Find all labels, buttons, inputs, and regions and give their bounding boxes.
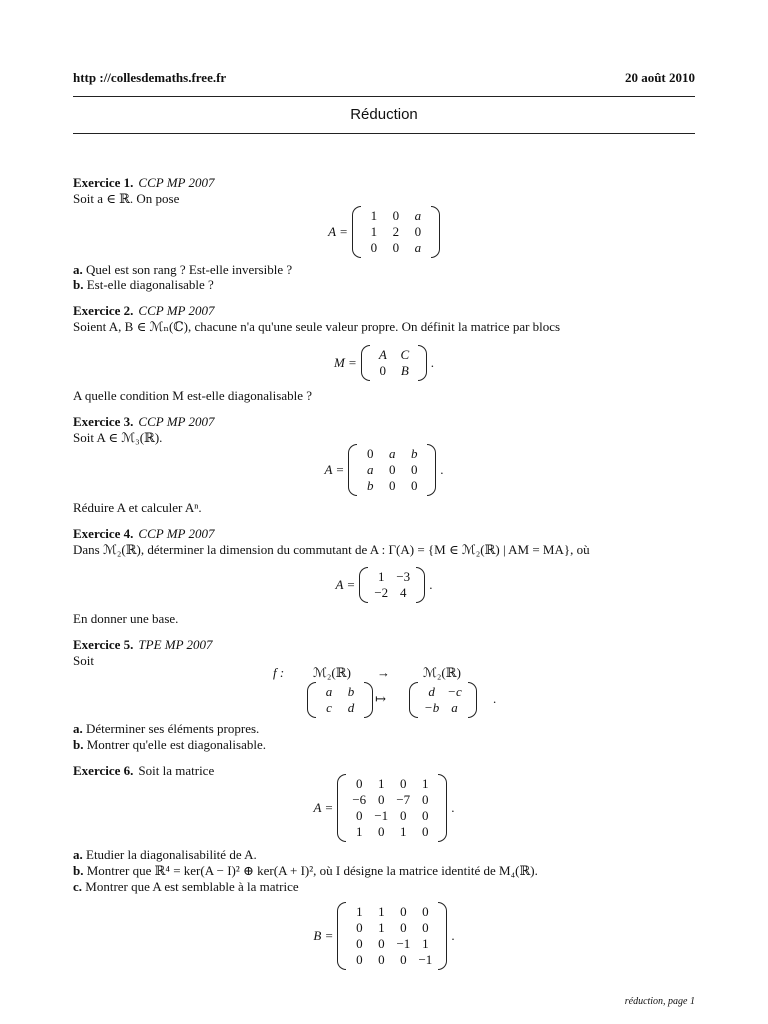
matrix-cell: 4 xyxy=(399,585,407,600)
header-rule-bottom xyxy=(73,133,695,134)
matrix-row xyxy=(370,569,414,585)
matrix-cell: a xyxy=(366,462,374,477)
exercise-3-heading: Exercice 3. CCP MP 2007 xyxy=(73,414,215,429)
matrix-cell: −6 xyxy=(352,792,367,807)
matrix-cell: 0 xyxy=(422,904,429,919)
exercise-5-map: f : ℳ₂(ℝ) → ℳ₂(ℝ) a b c d ↦ d −c −b a . xyxy=(273,665,573,721)
matrix-cell: 0 xyxy=(400,920,407,935)
matrix-cell: 0 xyxy=(400,904,407,919)
exercise-1-source: CCP MP 2007 xyxy=(138,175,215,190)
matrix-m-ex2 xyxy=(361,345,427,381)
matrix-a-ex3 xyxy=(348,444,436,496)
page-footer: réduction, page 1 xyxy=(624,996,695,1007)
exercise-1-equation xyxy=(73,206,695,258)
matrix-row xyxy=(348,936,436,952)
exercise-4-intro: Dans ℳ₂(ℝ), déterminer la dimension du commutant de A : Γ(A) = {M ∈ ℳ₂(ℝ) | AM = MA}, où xyxy=(73,542,590,557)
matrix-cell: 1 xyxy=(355,824,363,839)
matrix-cell: 0 xyxy=(356,920,363,935)
exercise-2-question: A quelle condition M est-elle diagonalisable ? xyxy=(73,388,312,403)
exercise-2-heading: Exercice 2. CCP MP 2007 xyxy=(73,303,215,318)
matrix-cell: −7 xyxy=(396,792,411,807)
exercise-6-equation-b: B = 1 1 0 0 0 1 0 0 0 0 −1 1 0 0 0 −1 . xyxy=(73,902,695,970)
matrix-output-ex5 xyxy=(409,682,477,718)
matrix-row xyxy=(348,824,436,840)
matrix-row xyxy=(363,224,429,240)
matrix-cell: a xyxy=(414,240,422,255)
matrix-row xyxy=(372,363,416,379)
matrix-cell: 0 xyxy=(355,808,363,823)
exercise-5-intro: Soit xyxy=(73,653,94,668)
exercise-5-question-b: b. Montrer qu'elle est diagonalisable. xyxy=(73,737,266,752)
matrix-cell: 1 xyxy=(378,920,385,935)
matrix-cell: 0 xyxy=(388,478,396,493)
matrix-cell: 0 xyxy=(356,936,363,951)
matrix-row xyxy=(359,462,425,478)
matrix-cell: B xyxy=(400,363,409,378)
header-rule-top xyxy=(73,96,695,97)
matrix-cell: 0 xyxy=(410,462,418,477)
header-url[interactable]: http ://collesdemaths.free.fr xyxy=(73,70,227,85)
matrix-row xyxy=(372,347,416,363)
matrix-cell: −1 xyxy=(418,952,433,967)
exercise-6-equation-a: A = 0 1 0 1 −6 0 −7 0 0 −1 0 0 1 0 1 0 . xyxy=(73,774,695,842)
matrix-cell: 0 xyxy=(421,808,429,823)
exercise-1-question-a: a. Quel est son rang ? Est-elle inversible ? xyxy=(73,262,293,277)
matrix-a-ex1 xyxy=(352,206,440,258)
matrix-cell: −3 xyxy=(396,569,411,584)
eq-lhs: A = xyxy=(328,224,348,239)
matrix-cell: C xyxy=(400,347,410,362)
matrix-row xyxy=(348,776,436,792)
exercise-4-equation: A = 1 −3 −2 4 . xyxy=(73,567,695,603)
exercise-3-equation: A = 0 a b a 0 0 b 0 0 . xyxy=(73,444,695,496)
page-header xyxy=(73,70,695,86)
exercise-6-question-c: c. Montrer que A est semblable à la matrice xyxy=(73,879,299,894)
matrix-cell: b xyxy=(366,478,374,493)
matrix-cell: 1 xyxy=(370,224,378,239)
matrix-a-ex6 xyxy=(337,774,447,842)
matrix-cell: −1 xyxy=(396,936,411,951)
matrix-cell: A xyxy=(378,347,387,362)
exercise-6-question-a: a. Etudier la diagonalisabilité de A. xyxy=(73,847,257,862)
exercise-4-heading: Exercice 4. CCP MP 2007 xyxy=(73,526,215,541)
matrix-row xyxy=(318,700,362,716)
matrix-cell: 0 xyxy=(377,792,385,807)
matrix-row xyxy=(348,920,436,936)
matrix-cell: 0 xyxy=(379,363,387,378)
matrix-cell: 0 xyxy=(370,240,378,255)
matrix-cell: 0 xyxy=(355,776,363,791)
exercise-3-intro: Soit A ∈ ℳ₃(ℝ). xyxy=(73,430,163,445)
matrix-cell: −2 xyxy=(374,585,389,600)
matrix-cell: 1 xyxy=(422,936,429,951)
header-date: 20 août 2010 xyxy=(624,70,695,85)
matrix-cell: a xyxy=(414,208,422,223)
matrix-cell: 1 xyxy=(399,824,407,839)
matrix-row xyxy=(359,446,425,462)
matrix-row xyxy=(420,684,466,700)
matrix-row xyxy=(420,700,466,716)
exercise-5-question-a: a. Déterminer ses éléments propres. xyxy=(73,721,260,736)
matrix-row xyxy=(363,208,429,224)
matrix-row xyxy=(348,904,436,920)
matrix-cell: −c xyxy=(447,684,462,699)
matrix-cell: 0 xyxy=(422,920,429,935)
matrix-cell: 1 xyxy=(377,776,385,791)
matrix-cell: 0 xyxy=(399,776,407,791)
matrix-cell: d xyxy=(428,684,435,699)
matrix-row xyxy=(363,240,429,256)
matrix-cell: 0 xyxy=(378,952,385,967)
page xyxy=(73,0,695,1024)
matrix-cell: c xyxy=(326,700,332,715)
matrix-row xyxy=(348,808,436,824)
matrix-cell: 0 xyxy=(392,208,400,223)
matrix-cell: a xyxy=(451,700,458,715)
matrix-b-ex6 xyxy=(337,902,447,970)
exercise-6-heading: Exercice 6. Soit la matrice xyxy=(73,763,215,778)
matrix-cell: 0 xyxy=(400,952,407,967)
exercise-1-question-b: b. Est-elle diagonalisable ? xyxy=(73,277,214,292)
matrix-input-ex5 xyxy=(307,682,373,718)
matrix-cell: b xyxy=(410,446,418,461)
matrix-cell: 0 xyxy=(410,478,418,493)
matrix-cell: −b xyxy=(424,700,440,715)
exercise-2-equation: M = A C 0 B . xyxy=(73,345,695,381)
matrix-row xyxy=(348,952,436,968)
matrix-cell: 1 xyxy=(377,569,385,584)
matrix-row xyxy=(370,585,414,601)
matrix-cell: 1 xyxy=(356,904,363,919)
matrix-cell: 1 xyxy=(421,776,429,791)
exercise-1-intro: Soit a ∈ ℝ. On pose xyxy=(73,191,180,206)
exercise-6-question-b: b. Montrer que ℝ⁴ = ker(A − I)² ⊕ ker(A + I)², où I désigne la matrice identité de M₄(ℝ). xyxy=(73,863,538,878)
matrix-cell: b xyxy=(347,684,355,699)
matrix-cell: 2 xyxy=(392,224,400,239)
matrix-cell: 0 xyxy=(388,462,396,477)
matrix-cell: 0 xyxy=(356,952,363,967)
exercise-2-intro: Soient A, B ∈ ℳₙ(ℂ), chacune n'a qu'une seule valeur propre. On définit la matrice par blocs xyxy=(73,319,561,334)
matrix-row xyxy=(359,478,425,494)
exercise-5-heading: Exercice 5. TPE MP 2007 xyxy=(73,637,213,652)
matrix-cell: 0 xyxy=(414,224,422,239)
matrix-cell: a xyxy=(325,684,333,699)
matrix-row xyxy=(318,684,362,700)
matrix-a-ex4 xyxy=(359,567,425,603)
matrix-cell: 0 xyxy=(421,792,429,807)
matrix-row xyxy=(348,792,436,808)
exercise-1-label: Exercice 1. xyxy=(73,175,134,190)
page-title: Réduction xyxy=(350,106,418,123)
matrix-cell: 0 xyxy=(392,240,400,255)
matrix-cell: 0 xyxy=(399,808,407,823)
matrix-cell: 0 xyxy=(421,824,429,839)
matrix-cell: −1 xyxy=(374,808,389,823)
matrix-cell: 0 xyxy=(377,824,385,839)
matrix-cell: 1 xyxy=(370,208,378,223)
matrix-cell: 0 xyxy=(366,446,374,461)
matrix-cell: d xyxy=(347,700,355,715)
exercise-4-question: En donner une base. xyxy=(73,611,179,626)
matrix-cell: 1 xyxy=(378,904,385,919)
exercise-1-heading xyxy=(73,175,695,191)
exercise-3-question: Réduire A et calculer Aⁿ. xyxy=(73,500,202,515)
matrix-cell: a xyxy=(388,446,396,461)
matrix-cell: 0 xyxy=(378,936,385,951)
